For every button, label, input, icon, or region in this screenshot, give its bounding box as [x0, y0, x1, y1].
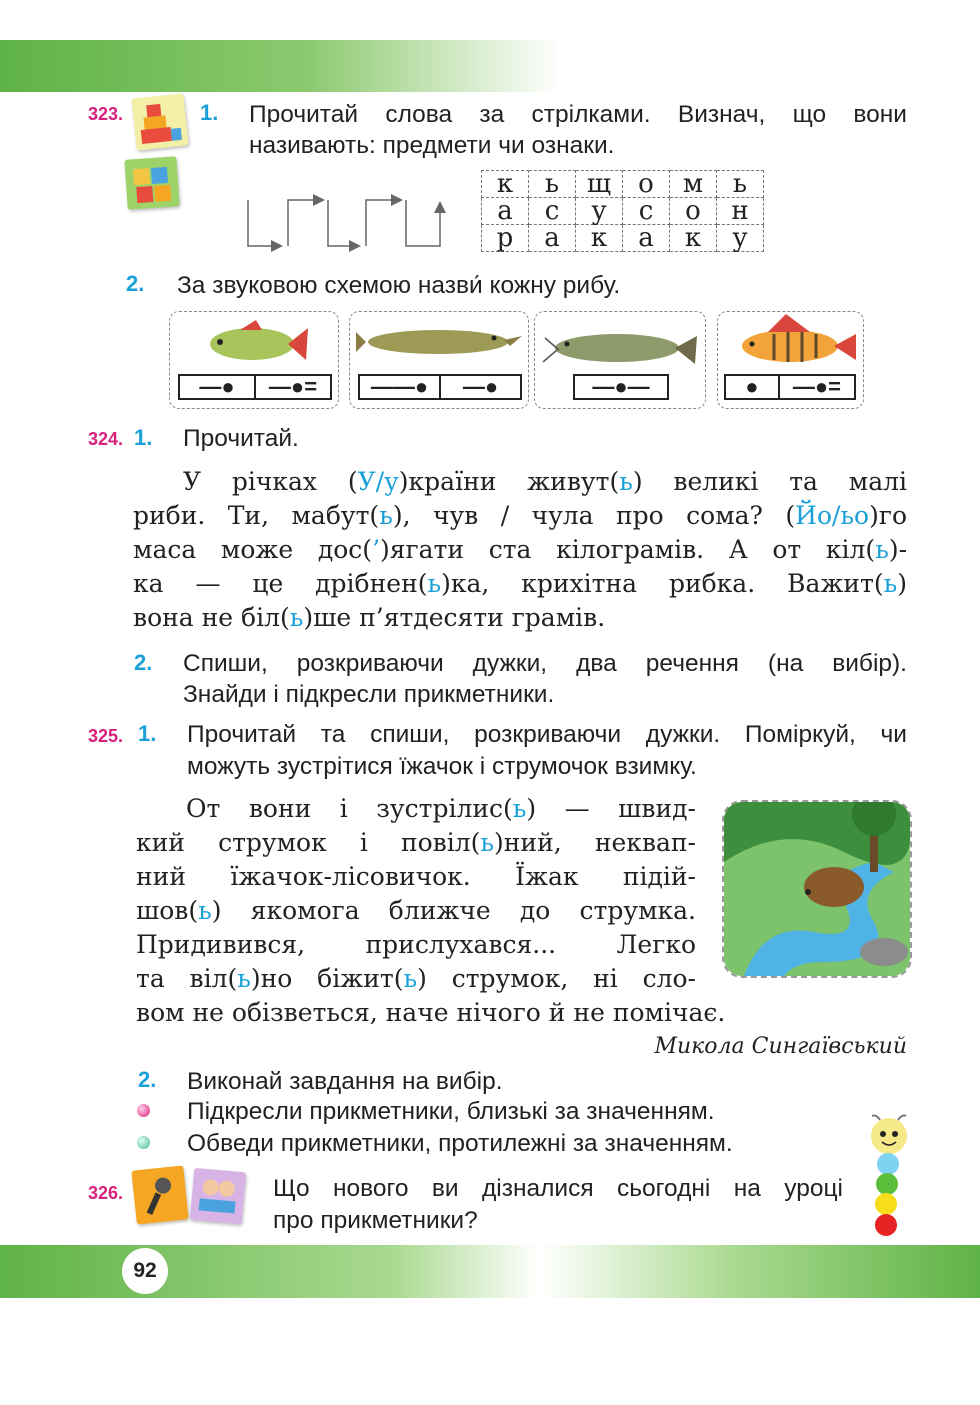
text-fragment: кий струмок і повіл(	[136, 828, 481, 857]
text-fragment: )ка, крихітна рибка. Важит(	[441, 569, 884, 598]
exercise-325-number: 325.	[88, 726, 124, 746]
scheme-cell: —●	[439, 376, 520, 398]
microphone-sticker	[131, 1165, 188, 1224]
ex324-task1-text: Прочитай.	[183, 425, 299, 452]
inserted-letter: ь	[403, 964, 418, 993]
letter-blocks-icon	[124, 156, 179, 210]
option-pink-text: Підкресли прикметники, близькі за значенням.	[187, 1098, 715, 1125]
ex323-task1-line2: називають: предмети чи ознаки.	[249, 132, 615, 159]
inserted-letter: ь	[480, 828, 495, 857]
exercise-323-number: 323.	[88, 104, 124, 124]
paragraph-line	[136, 860, 696, 894]
paragraph-line	[133, 465, 907, 499]
ex325-task1-line2: можуть зустрітися їжачок і струмочок взимку.	[187, 753, 697, 780]
ex323-task2-number: 2.	[126, 271, 145, 296]
exercise-326-number: 326.	[88, 1183, 124, 1203]
sound-scheme-3	[573, 374, 669, 400]
paragraph-line	[133, 601, 907, 635]
text-fragment: та віл(	[136, 964, 238, 993]
exercise-324-number: 324.	[88, 429, 124, 449]
ex326-line2: про прикметники?	[273, 1207, 478, 1234]
grid-cell: к	[482, 171, 529, 198]
paragraph-line	[133, 567, 907, 601]
text-fragment: ний їжачок-лісовичок. Їжак підій-	[136, 862, 696, 891]
sound-scheme-4	[724, 374, 856, 400]
arrow-path-diagram	[240, 190, 460, 256]
inserted-letter: У/у	[357, 467, 399, 496]
scheme-cell: ●	[745, 376, 759, 398]
ex324-task2-number: 2.	[134, 650, 153, 675]
teal-bullet-icon	[137, 1136, 150, 1149]
text-fragment: )	[897, 569, 907, 598]
scheme-cell: —●	[199, 376, 235, 398]
inserted-letter: ь	[237, 964, 251, 993]
grid-row	[482, 171, 764, 198]
inserted-letter: Йо/ьо	[795, 501, 870, 530]
grid-cell: к	[670, 225, 717, 252]
paragraph-line	[136, 962, 696, 996]
text-fragment: риби. Ти, мабут(	[133, 501, 380, 530]
ex324-paragraph	[133, 465, 907, 635]
letter-grid	[481, 170, 764, 252]
text-fragment: )ягати ста кілограмів. А от кіл(	[380, 535, 876, 564]
grid-row	[482, 198, 764, 225]
ex324-task2-line2: Знайди і підкресли прикметники.	[183, 681, 555, 708]
text-fragment: шов(	[136, 896, 199, 925]
inserted-letter: ь	[883, 569, 898, 598]
text-fragment: ) — швид-	[526, 794, 696, 823]
perch-fish-icon	[724, 312, 858, 368]
ex323-task1-number: 1.	[200, 100, 219, 125]
ex326-line1: Що нового ви дізналися сьогодні на уроці	[273, 1175, 843, 1202]
inserted-letter: ь	[198, 896, 212, 925]
grid-row	[482, 225, 764, 252]
ex324-task1-number: 1.	[134, 425, 153, 450]
text-fragment: От вони і зустрілис(	[186, 794, 513, 823]
text-fragment: маса може дос(	[133, 535, 373, 564]
text-fragment: Придивився, прислухався... Легко	[136, 930, 696, 959]
inserted-letter: ь	[619, 467, 633, 496]
paragraph-line	[136, 928, 696, 962]
text-fragment: вом не обізветься, наче нічого й не помічає.	[136, 998, 726, 1027]
grid-cell: с	[529, 198, 576, 225]
sound-scheme-2	[358, 374, 522, 400]
paragraph-line	[136, 792, 696, 826]
ex323-task2-text: За звуковою схемою назви́ кожну рибу.	[177, 272, 621, 299]
fish-card-2	[349, 311, 529, 409]
scheme-cell: —●=	[778, 376, 854, 398]
children-reading-sticker	[190, 1168, 246, 1224]
text-fragment: )ний, неквап-	[494, 828, 696, 857]
page-number: 92	[122, 1248, 168, 1294]
text-fragment: )-	[888, 535, 908, 564]
hedgehog-stream-illustration	[722, 800, 912, 978]
grid-cell: ь	[529, 171, 576, 198]
toy-pyramid-sticker	[131, 93, 188, 150]
grid-cell: а	[623, 225, 670, 252]
inserted-letter: ь	[875, 535, 889, 564]
fish-card-3	[534, 311, 706, 409]
grid-cell: р	[482, 225, 529, 252]
text-fragment: )ше п’ятдесяти грамів.	[303, 603, 606, 632]
text-fragment: ) великі та малі	[632, 467, 907, 496]
top-green-bar	[0, 40, 560, 92]
grid-cell: щ	[576, 171, 623, 198]
ex325-task2-number: 2.	[138, 1067, 157, 1092]
scheme-cell: —●—	[592, 376, 650, 398]
toy-pyramid-icon	[131, 93, 188, 150]
text-fragment: ка — це дрібнен(	[133, 569, 428, 598]
rudd-fish-icon	[200, 316, 310, 366]
children-reading-icon	[190, 1168, 246, 1224]
scheme-cell: ——●	[370, 376, 429, 398]
fish-card-4	[717, 311, 864, 409]
grid-cell: у	[717, 225, 764, 252]
inserted-letter: ’	[372, 535, 381, 564]
paragraph-line	[136, 996, 836, 1030]
catfish-icon	[541, 316, 701, 372]
hedgehog-stream-picture	[724, 802, 910, 976]
text-fragment: ), чув / чула про сома? (	[392, 501, 796, 530]
ex325-task1-number: 1.	[138, 721, 157, 746]
grid-cell: м	[670, 171, 717, 198]
grid-cell: а	[529, 225, 576, 252]
text-fragment: ) струмок, ні сло-	[417, 964, 696, 993]
grid-cell: о	[623, 171, 670, 198]
letter-blocks-sticker	[124, 156, 179, 210]
grid-cell: с	[623, 198, 670, 225]
sound-scheme-1	[178, 374, 332, 400]
scheme-cell: —●=	[254, 376, 330, 398]
paragraph-line	[133, 499, 907, 533]
text-fragment: )країни живут(	[398, 467, 620, 496]
ex325-task2-text: Виконай завдання на вибір.	[187, 1068, 503, 1095]
grid-cell: н	[717, 198, 764, 225]
grid-cell: у	[576, 198, 623, 225]
ex324-task2-line1: Спиши, розкриваючи дужки, два речення (на вибір).	[183, 650, 907, 677]
ex323-task1-line1: Прочитай слова за стрілками. Визнач, що вони	[249, 101, 907, 128]
grid-cell: к	[576, 225, 623, 252]
option-teal-text: Обведи прикметники, протилежні за значенням.	[187, 1130, 733, 1157]
fish-card-1	[169, 311, 339, 409]
text-fragment: ) якомога ближче до струмка.	[211, 896, 696, 925]
text-fragment: У річках (	[183, 467, 358, 496]
text-fragment: )но біжит(	[250, 964, 404, 993]
grid-cell: а	[482, 198, 529, 225]
inserted-letter: ь	[289, 603, 304, 632]
inserted-letter: ь	[512, 794, 527, 823]
text-fragment: )го	[869, 501, 908, 530]
caterpillar-icon	[860, 1112, 920, 1240]
grid-cell: о	[670, 198, 717, 225]
ex325-task1-line1: Прочитай та спиши, розкриваючи дужки. Поміркуй, чи	[187, 721, 907, 748]
paragraph-line	[136, 894, 696, 928]
paragraph-line	[133, 533, 907, 567]
text-fragment: вона не біл(	[133, 603, 290, 632]
grid-cell: ь	[717, 171, 764, 198]
author-name: Микола Сингаївський	[654, 1034, 907, 1059]
microphone-icon	[131, 1165, 188, 1224]
pink-bullet-icon	[137, 1104, 150, 1117]
paragraph-line	[136, 826, 696, 860]
inserted-letter: ь	[379, 501, 393, 530]
inserted-letter: ь	[427, 569, 442, 598]
pike-fish-icon	[354, 316, 524, 366]
